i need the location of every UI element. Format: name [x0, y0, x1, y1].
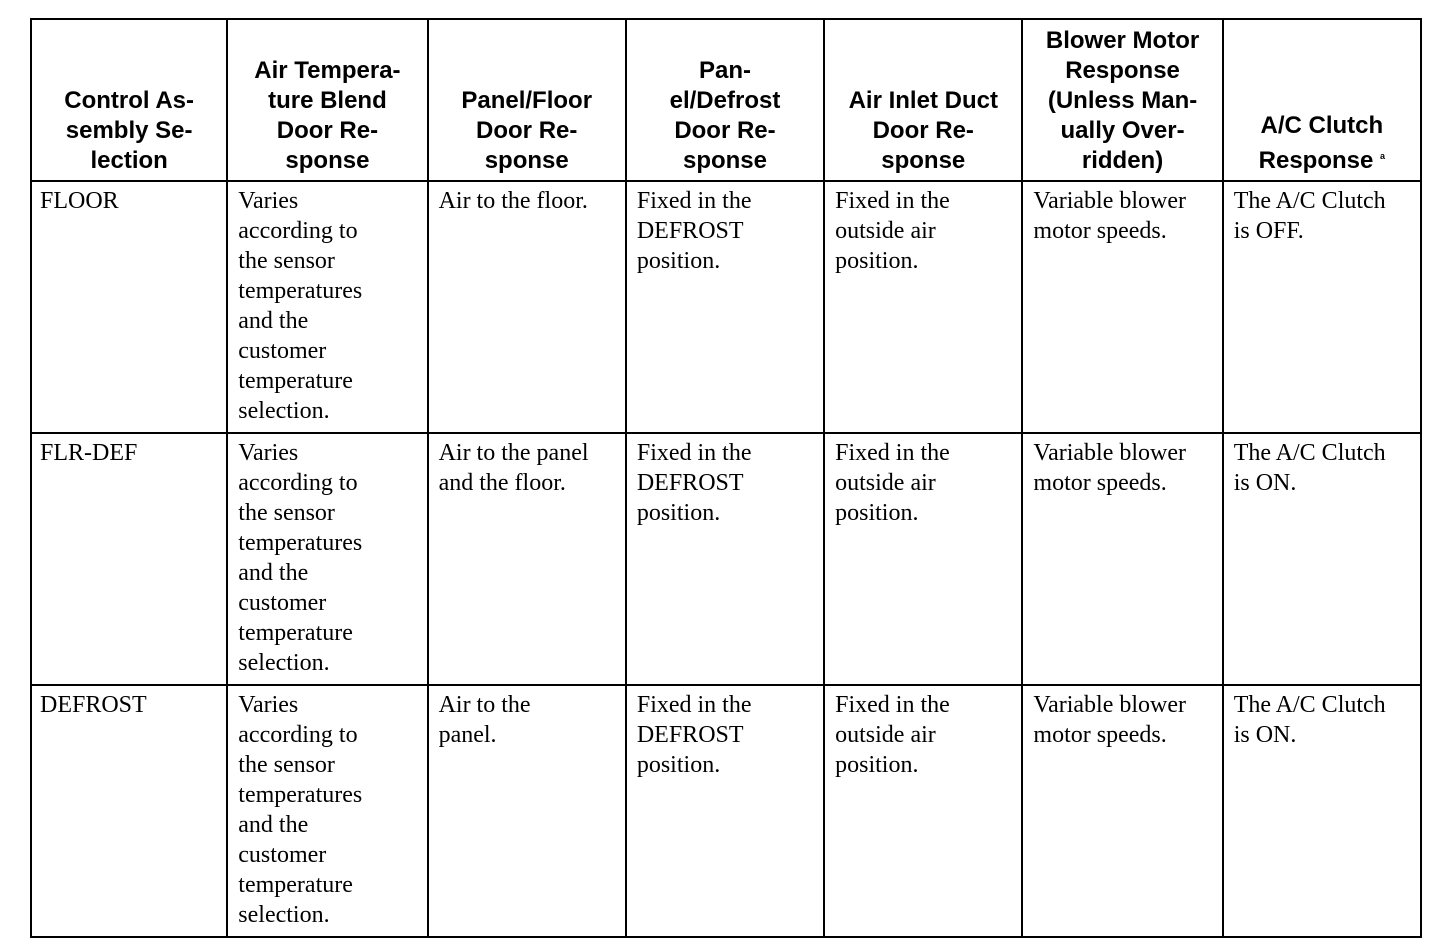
- cell-panel-floor: Air to the floor.: [428, 181, 626, 433]
- cell-inlet: Fixed in the outside air position.: [824, 433, 1022, 685]
- footnote-mark: a: [1380, 151, 1386, 161]
- cell-inlet: Fixed in the outside air position.: [824, 181, 1022, 433]
- header-blower-motor-response: Blower Motor Response (Unless Man- ually Over- ridden): [1022, 19, 1222, 181]
- cell-blower: Variable blower motor speeds.: [1022, 685, 1222, 937]
- cell-clutch: The A/C Clutch is OFF.: [1223, 181, 1421, 433]
- header-control-assembly-selection: Control As- sembly Se- lection: [31, 19, 227, 181]
- header-row: [31, 19, 1421, 181]
- cell-clutch: The A/C Clutch is ON.: [1223, 433, 1421, 685]
- header-panel-defrost-door: Pan- el/Defrost Door Re- sponse: [626, 19, 824, 181]
- response-table-container: [30, 18, 1422, 938]
- cell-blend: Varies according to the sensor temperatures and the customer temperature selection.: [227, 433, 427, 685]
- cell-panel-defrost: Fixed in the DEFROST position.: [626, 181, 824, 433]
- cell-panel-defrost: Fixed in the DEFROST position.: [626, 433, 824, 685]
- cell-blend: Varies according to the sensor temperatures and the customer temperature selection.: [227, 685, 427, 937]
- control-response-table: [30, 18, 1422, 938]
- header-ac-clutch-response: A/C Clutch Response $^a$: [1223, 19, 1421, 181]
- table-row: [31, 433, 1421, 685]
- header-air-temperature-blend-door: Air Tempera- ture Blend Door Re- sponse: [227, 19, 427, 181]
- cell-inlet: Fixed in the outside air position.: [824, 685, 1022, 937]
- cell-panel-floor: Air to the panel.: [428, 685, 626, 937]
- cell-selection: FLR-DEF: [31, 433, 227, 685]
- cell-panel-defrost: Fixed in the DEFROST position.: [626, 685, 824, 937]
- cell-selection: DEFROST: [31, 685, 227, 937]
- table-row: [31, 181, 1421, 433]
- cell-panel-floor: Air to the panel and the floor.: [428, 433, 626, 685]
- table-row: [31, 685, 1421, 937]
- header-panel-floor-door: Panel/Floor Door Re- sponse: [428, 19, 626, 181]
- cell-blower: Variable blower motor speeds.: [1022, 181, 1222, 433]
- header-air-inlet-duct-door: Air Inlet Duct Door Re- sponse: [824, 19, 1022, 181]
- cell-blend: Varies according to the sensor temperatures and the customer temperature selection.: [227, 181, 427, 433]
- cell-clutch: The A/C Clutch is ON.: [1223, 685, 1421, 937]
- cell-selection: FLOOR: [31, 181, 227, 433]
- cell-blower: Variable blower motor speeds.: [1022, 433, 1222, 685]
